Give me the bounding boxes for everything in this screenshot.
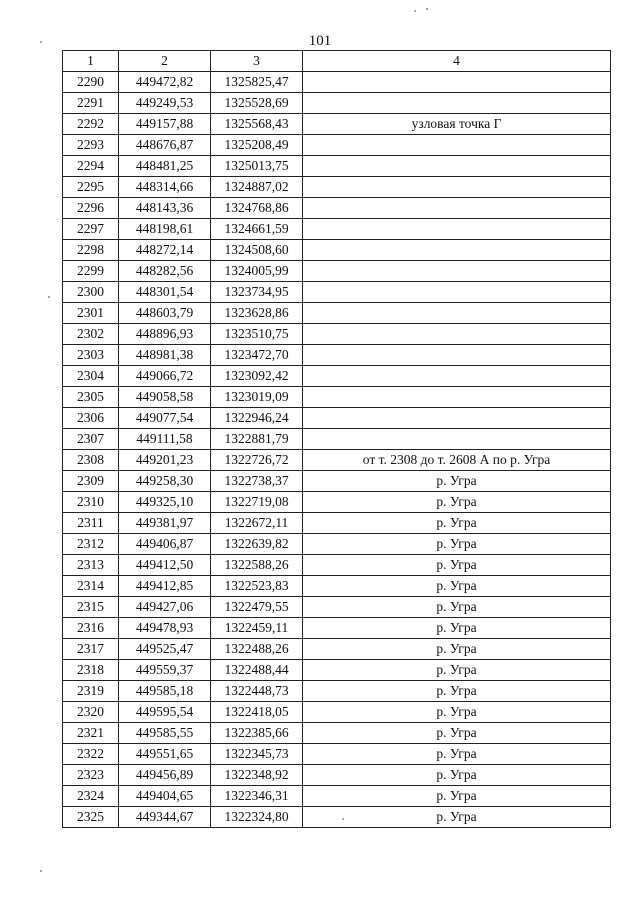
table-row [63, 408, 611, 429]
point-number-cell: 2302 [63, 324, 119, 345]
point-number-cell: 2297 [63, 219, 119, 240]
table-row [63, 765, 611, 786]
y-coordinate-cell: 1322719,08 [211, 492, 303, 513]
header-col-description: 4 [303, 51, 611, 72]
description-cell [303, 282, 611, 303]
point-number-cell: 2291 [63, 93, 119, 114]
x-coordinate-cell: 448301,54 [119, 282, 211, 303]
description-cell: р. Угра [303, 786, 611, 807]
y-coordinate-cell: 1323628,86 [211, 303, 303, 324]
point-number-cell: 2313 [63, 555, 119, 576]
table-row [63, 324, 611, 345]
description-cell [303, 261, 611, 282]
table-body [63, 72, 611, 828]
scan-speck [40, 41, 42, 43]
description-cell: р. Угра [303, 681, 611, 702]
description-cell: р. Угра [303, 702, 611, 723]
y-coordinate-cell: 1325013,75 [211, 156, 303, 177]
description-cell [303, 324, 611, 345]
table-row [63, 198, 611, 219]
y-coordinate-cell: 1325825,47 [211, 72, 303, 93]
description-cell [303, 156, 611, 177]
table-row [63, 345, 611, 366]
y-coordinate-cell: 1322385,66 [211, 723, 303, 744]
table-row [63, 366, 611, 387]
point-number-cell: 2298 [63, 240, 119, 261]
y-coordinate-cell: 1322348,92 [211, 765, 303, 786]
description-cell [303, 345, 611, 366]
x-coordinate-cell: 449201,23 [119, 450, 211, 471]
table-row [63, 639, 611, 660]
header-row [63, 51, 611, 72]
description-cell: р. Угра [303, 513, 611, 534]
x-coordinate-cell: 449472,82 [119, 72, 211, 93]
table-row [63, 513, 611, 534]
table-row [63, 534, 611, 555]
y-coordinate-cell: 1322418,05 [211, 702, 303, 723]
description-cell: р. Угра [303, 744, 611, 765]
description-cell [303, 177, 611, 198]
description-cell: р. Угра [303, 660, 611, 681]
point-number-cell: 2312 [63, 534, 119, 555]
x-coordinate-cell: 448198,61 [119, 219, 211, 240]
x-coordinate-cell: 449066,72 [119, 366, 211, 387]
description-cell [303, 240, 611, 261]
table-row [63, 492, 611, 513]
y-coordinate-cell: 1324661,59 [211, 219, 303, 240]
point-number-cell: 2299 [63, 261, 119, 282]
table-row [63, 702, 611, 723]
point-number-cell: 2300 [63, 282, 119, 303]
point-number-cell: 2293 [63, 135, 119, 156]
header-col-y-coordinate: 3 [211, 51, 303, 72]
table-row [63, 450, 611, 471]
x-coordinate-cell: 449559,37 [119, 660, 211, 681]
table-row [63, 555, 611, 576]
table-row [63, 303, 611, 324]
y-coordinate-cell: 1325568,43 [211, 114, 303, 135]
x-coordinate-cell: 449551,65 [119, 744, 211, 765]
description-cell: р. Угра [303, 576, 611, 597]
y-coordinate-cell: 1324005,99 [211, 261, 303, 282]
x-coordinate-cell: 448314,66 [119, 177, 211, 198]
table-row [63, 786, 611, 807]
description-cell: р. Угра [303, 534, 611, 555]
x-coordinate-cell: 448676,87 [119, 135, 211, 156]
y-coordinate-cell: 1323734,95 [211, 282, 303, 303]
x-coordinate-cell: 449412,50 [119, 555, 211, 576]
y-coordinate-cell: 1322881,79 [211, 429, 303, 450]
y-coordinate-cell: 1325528,69 [211, 93, 303, 114]
description-cell [303, 135, 611, 156]
scan-speck [48, 296, 50, 298]
point-number-cell: 2320 [63, 702, 119, 723]
x-coordinate-cell: 449525,47 [119, 639, 211, 660]
point-number-cell: 2305 [63, 387, 119, 408]
coordinates-table [62, 50, 611, 828]
y-coordinate-cell: 1322672,11 [211, 513, 303, 534]
x-coordinate-cell: 448143,36 [119, 198, 211, 219]
x-coordinate-cell: 448896,93 [119, 324, 211, 345]
x-coordinate-cell: 448282,56 [119, 261, 211, 282]
description-cell: р. Угра [303, 723, 611, 744]
header-col-x-coordinate: 2 [119, 51, 211, 72]
table-row [63, 471, 611, 492]
x-coordinate-cell: 448272,14 [119, 240, 211, 261]
scan-speck [40, 870, 42, 872]
x-coordinate-cell: 449585,55 [119, 723, 211, 744]
y-coordinate-cell: 1322523,83 [211, 576, 303, 597]
point-number-cell: 2323 [63, 765, 119, 786]
x-coordinate-cell: 449381,97 [119, 513, 211, 534]
y-coordinate-cell: 1322946,24 [211, 408, 303, 429]
scan-speck [414, 10, 416, 12]
description-cell [303, 303, 611, 324]
y-coordinate-cell: 1322588,26 [211, 555, 303, 576]
x-coordinate-cell: 449404,65 [119, 786, 211, 807]
y-coordinate-cell: 1323472,70 [211, 345, 303, 366]
x-coordinate-cell: 449258,30 [119, 471, 211, 492]
table-row [63, 429, 611, 450]
description-cell [303, 408, 611, 429]
point-number-cell: 2316 [63, 618, 119, 639]
point-number-cell: 2315 [63, 597, 119, 618]
x-coordinate-cell: 448981,38 [119, 345, 211, 366]
x-coordinate-cell: 449412,85 [119, 576, 211, 597]
table-row [63, 72, 611, 93]
table-row [63, 723, 611, 744]
point-number-cell: 2324 [63, 786, 119, 807]
point-number-cell: 2307 [63, 429, 119, 450]
point-number-cell: 2295 [63, 177, 119, 198]
point-number-cell: 2294 [63, 156, 119, 177]
x-coordinate-cell: 449157,88 [119, 114, 211, 135]
x-coordinate-cell: 449585,18 [119, 681, 211, 702]
y-coordinate-cell: 1323510,75 [211, 324, 303, 345]
description-cell: р. Угра [303, 555, 611, 576]
table-row [63, 387, 611, 408]
table-row [63, 618, 611, 639]
y-coordinate-cell: 1322488,26 [211, 639, 303, 660]
point-number-cell: 2318 [63, 660, 119, 681]
point-number-cell: 2322 [63, 744, 119, 765]
description-cell: р. Угра [303, 492, 611, 513]
x-coordinate-cell: 449058,58 [119, 387, 211, 408]
table-row [63, 597, 611, 618]
page-number: 101 [308, 33, 332, 49]
point-number-cell: 2321 [63, 723, 119, 744]
y-coordinate-cell: 1325208,49 [211, 135, 303, 156]
table-row [63, 219, 611, 240]
point-number-cell: 2309 [63, 471, 119, 492]
description-cell [303, 93, 611, 114]
x-coordinate-cell: 449111,58 [119, 429, 211, 450]
y-coordinate-cell: 1322726,72 [211, 450, 303, 471]
y-coordinate-cell: 1322345,73 [211, 744, 303, 765]
table-row [63, 156, 611, 177]
point-number-cell: 2296 [63, 198, 119, 219]
y-coordinate-cell: 1324508,60 [211, 240, 303, 261]
y-coordinate-cell: 1322459,11 [211, 618, 303, 639]
table-row [63, 240, 611, 261]
x-coordinate-cell: 449456,89 [119, 765, 211, 786]
y-coordinate-cell: 1322639,82 [211, 534, 303, 555]
description-cell: р. Угра [303, 807, 611, 828]
x-coordinate-cell: 449077,54 [119, 408, 211, 429]
y-coordinate-cell: 1322448,73 [211, 681, 303, 702]
table-row [63, 744, 611, 765]
point-number-cell: 2314 [63, 576, 119, 597]
x-coordinate-cell: 448481,25 [119, 156, 211, 177]
description-cell [303, 72, 611, 93]
description-cell [303, 429, 611, 450]
point-number-cell: 2325 [63, 807, 119, 828]
point-number-cell: 2319 [63, 681, 119, 702]
x-coordinate-cell: 449406,87 [119, 534, 211, 555]
table-row [63, 282, 611, 303]
description-cell: узловая точка Г [303, 114, 611, 135]
y-coordinate-cell: 1323092,42 [211, 366, 303, 387]
point-number-cell: 2303 [63, 345, 119, 366]
scan-speck [426, 8, 428, 10]
description-cell: р. Угра [303, 471, 611, 492]
x-coordinate-cell: 449478,93 [119, 618, 211, 639]
scan-speck [342, 818, 344, 820]
description-cell: от т. 2308 до т. 2608 А по р. Угра [303, 450, 611, 471]
x-coordinate-cell: 449344,67 [119, 807, 211, 828]
table-row [63, 261, 611, 282]
point-number-cell: 2310 [63, 492, 119, 513]
table-row [63, 135, 611, 156]
x-coordinate-cell: 448603,79 [119, 303, 211, 324]
x-coordinate-cell: 449427,06 [119, 597, 211, 618]
y-coordinate-cell: 1324887,02 [211, 177, 303, 198]
description-cell [303, 219, 611, 240]
y-coordinate-cell: 1322479,55 [211, 597, 303, 618]
table-header [63, 51, 611, 72]
point-number-cell: 2301 [63, 303, 119, 324]
header-col-point-number: 1 [63, 51, 119, 72]
y-coordinate-cell: 1323019,09 [211, 387, 303, 408]
table-row [63, 114, 611, 135]
x-coordinate-cell: 449325,10 [119, 492, 211, 513]
point-number-cell: 2308 [63, 450, 119, 471]
x-coordinate-cell: 449249,53 [119, 93, 211, 114]
point-number-cell: 2290 [63, 72, 119, 93]
description-cell: р. Угра [303, 765, 611, 786]
description-cell: р. Угра [303, 618, 611, 639]
description-cell [303, 198, 611, 219]
y-coordinate-cell: 1324768,86 [211, 198, 303, 219]
table-row [63, 660, 611, 681]
point-number-cell: 2292 [63, 114, 119, 135]
table-row [63, 93, 611, 114]
description-cell: р. Угра [303, 639, 611, 660]
point-number-cell: 2311 [63, 513, 119, 534]
table-row [63, 807, 611, 828]
y-coordinate-cell: 1322488,44 [211, 660, 303, 681]
table-row [63, 576, 611, 597]
y-coordinate-cell: 1322346,31 [211, 786, 303, 807]
table-row [63, 177, 611, 198]
point-number-cell: 2304 [63, 366, 119, 387]
description-cell [303, 366, 611, 387]
y-coordinate-cell: 1322738,37 [211, 471, 303, 492]
point-number-cell: 2306 [63, 408, 119, 429]
x-coordinate-cell: 449595,54 [119, 702, 211, 723]
description-cell [303, 387, 611, 408]
y-coordinate-cell: 1322324,80 [211, 807, 303, 828]
table-row [63, 681, 611, 702]
point-number-cell: 2317 [63, 639, 119, 660]
description-cell: р. Угра [303, 597, 611, 618]
